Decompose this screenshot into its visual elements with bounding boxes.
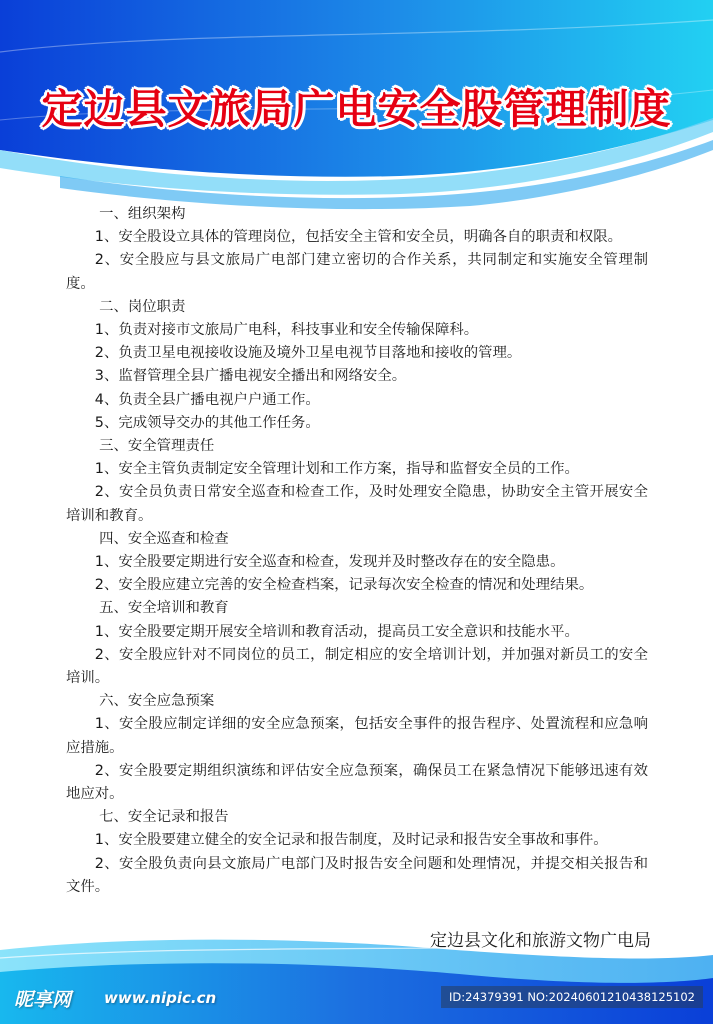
section-heading: 四、安全巡查和检查 xyxy=(99,530,229,547)
section-item: 1、安全股设立具体的管理岗位，包括安全主管和安全员，明确各自的职责和权限。 xyxy=(94,229,623,246)
section-item: 2、安全股负责向县文旅局广电部门及时报告安全问题和处理情况，并提交相关报告和文件。 xyxy=(66,855,648,895)
issuer-signature: 定边县文化和旅游文物广电局 xyxy=(430,931,651,951)
section-item: 3、监督管理全县广播电视安全播出和网络安全。 xyxy=(94,368,407,385)
document-body xyxy=(66,203,648,899)
section-item: 2、安全股应建立完善的安全检查档案，记录每次安全检查的情况和处理结果。 xyxy=(94,577,594,594)
section-item: 4、负责全县广播电视户户通工作。 xyxy=(94,391,320,408)
section-heading: 三、安全管理责任 xyxy=(99,438,215,455)
section-item: 2、负责卫星电视接收设施及境外卫星电视节目落地和接收的管理。 xyxy=(94,345,522,362)
section-item: 2、安全员负责日常安全巡查和检查工作，及时处理安全隐患，协助安全主管开展安全培训和教育。 xyxy=(66,484,648,524)
section-item: 1、安全股要定期进行安全巡查和检查，发现并及时整改存在的安全隐患。 xyxy=(94,554,565,571)
page-title: 定边县文旅局广电安全股管理制度 xyxy=(41,85,672,133)
watermark-url: www.nipic.cn xyxy=(104,989,217,1007)
section-heading: 六、安全应急预案 xyxy=(99,693,215,710)
section-item: 1、安全股要定期开展安全培训和教育活动，提高员工安全意识和技能水平。 xyxy=(94,623,579,640)
watermark-id-badge: ID:24379391 NO:20240601210438125102 xyxy=(441,986,703,1008)
watermark-logo: 昵享网 xyxy=(14,989,72,1011)
section-item: 1、安全股应制定详细的安全应急预案，包括安全事件的报告程序、处置流程和应急响应措施。 xyxy=(66,716,648,756)
section-heading: 五、安全培训和教育 xyxy=(99,600,229,617)
section-item: 2、安全股要定期组织演练和评估安全应急预案，确保员工在紧急情况下能够迅速有效地应对。 xyxy=(66,762,648,803)
section-heading: 七、安全记录和报告 xyxy=(99,809,229,826)
section-item: 1、负责对接市文旅局广电科，科技事业和安全传输保障科。 xyxy=(94,322,479,339)
section-heading: 一、组织架构 xyxy=(99,206,186,222)
section-item: 1、安全股要建立健全的安全记录和报告制度，及时记录和报告安全事故和事件。 xyxy=(94,832,608,849)
section-item: 2、安全股应与县文旅局广电部门建立密切的合作关系，共同制定和实施安全管理制度。 xyxy=(66,252,648,292)
section-item: 5、完成领导交办的其他工作任务。 xyxy=(94,414,320,431)
section-item: 1、安全主管负责制定安全管理计划和工作方案，指导和监督安全员的工作。 xyxy=(94,461,579,478)
section-heading: 二、岗位职责 xyxy=(99,298,186,315)
section-item: 2、安全股应针对不同岗位的员工，制定相应的安全培训计划，并加强对新员工的安全培训。 xyxy=(66,646,648,687)
